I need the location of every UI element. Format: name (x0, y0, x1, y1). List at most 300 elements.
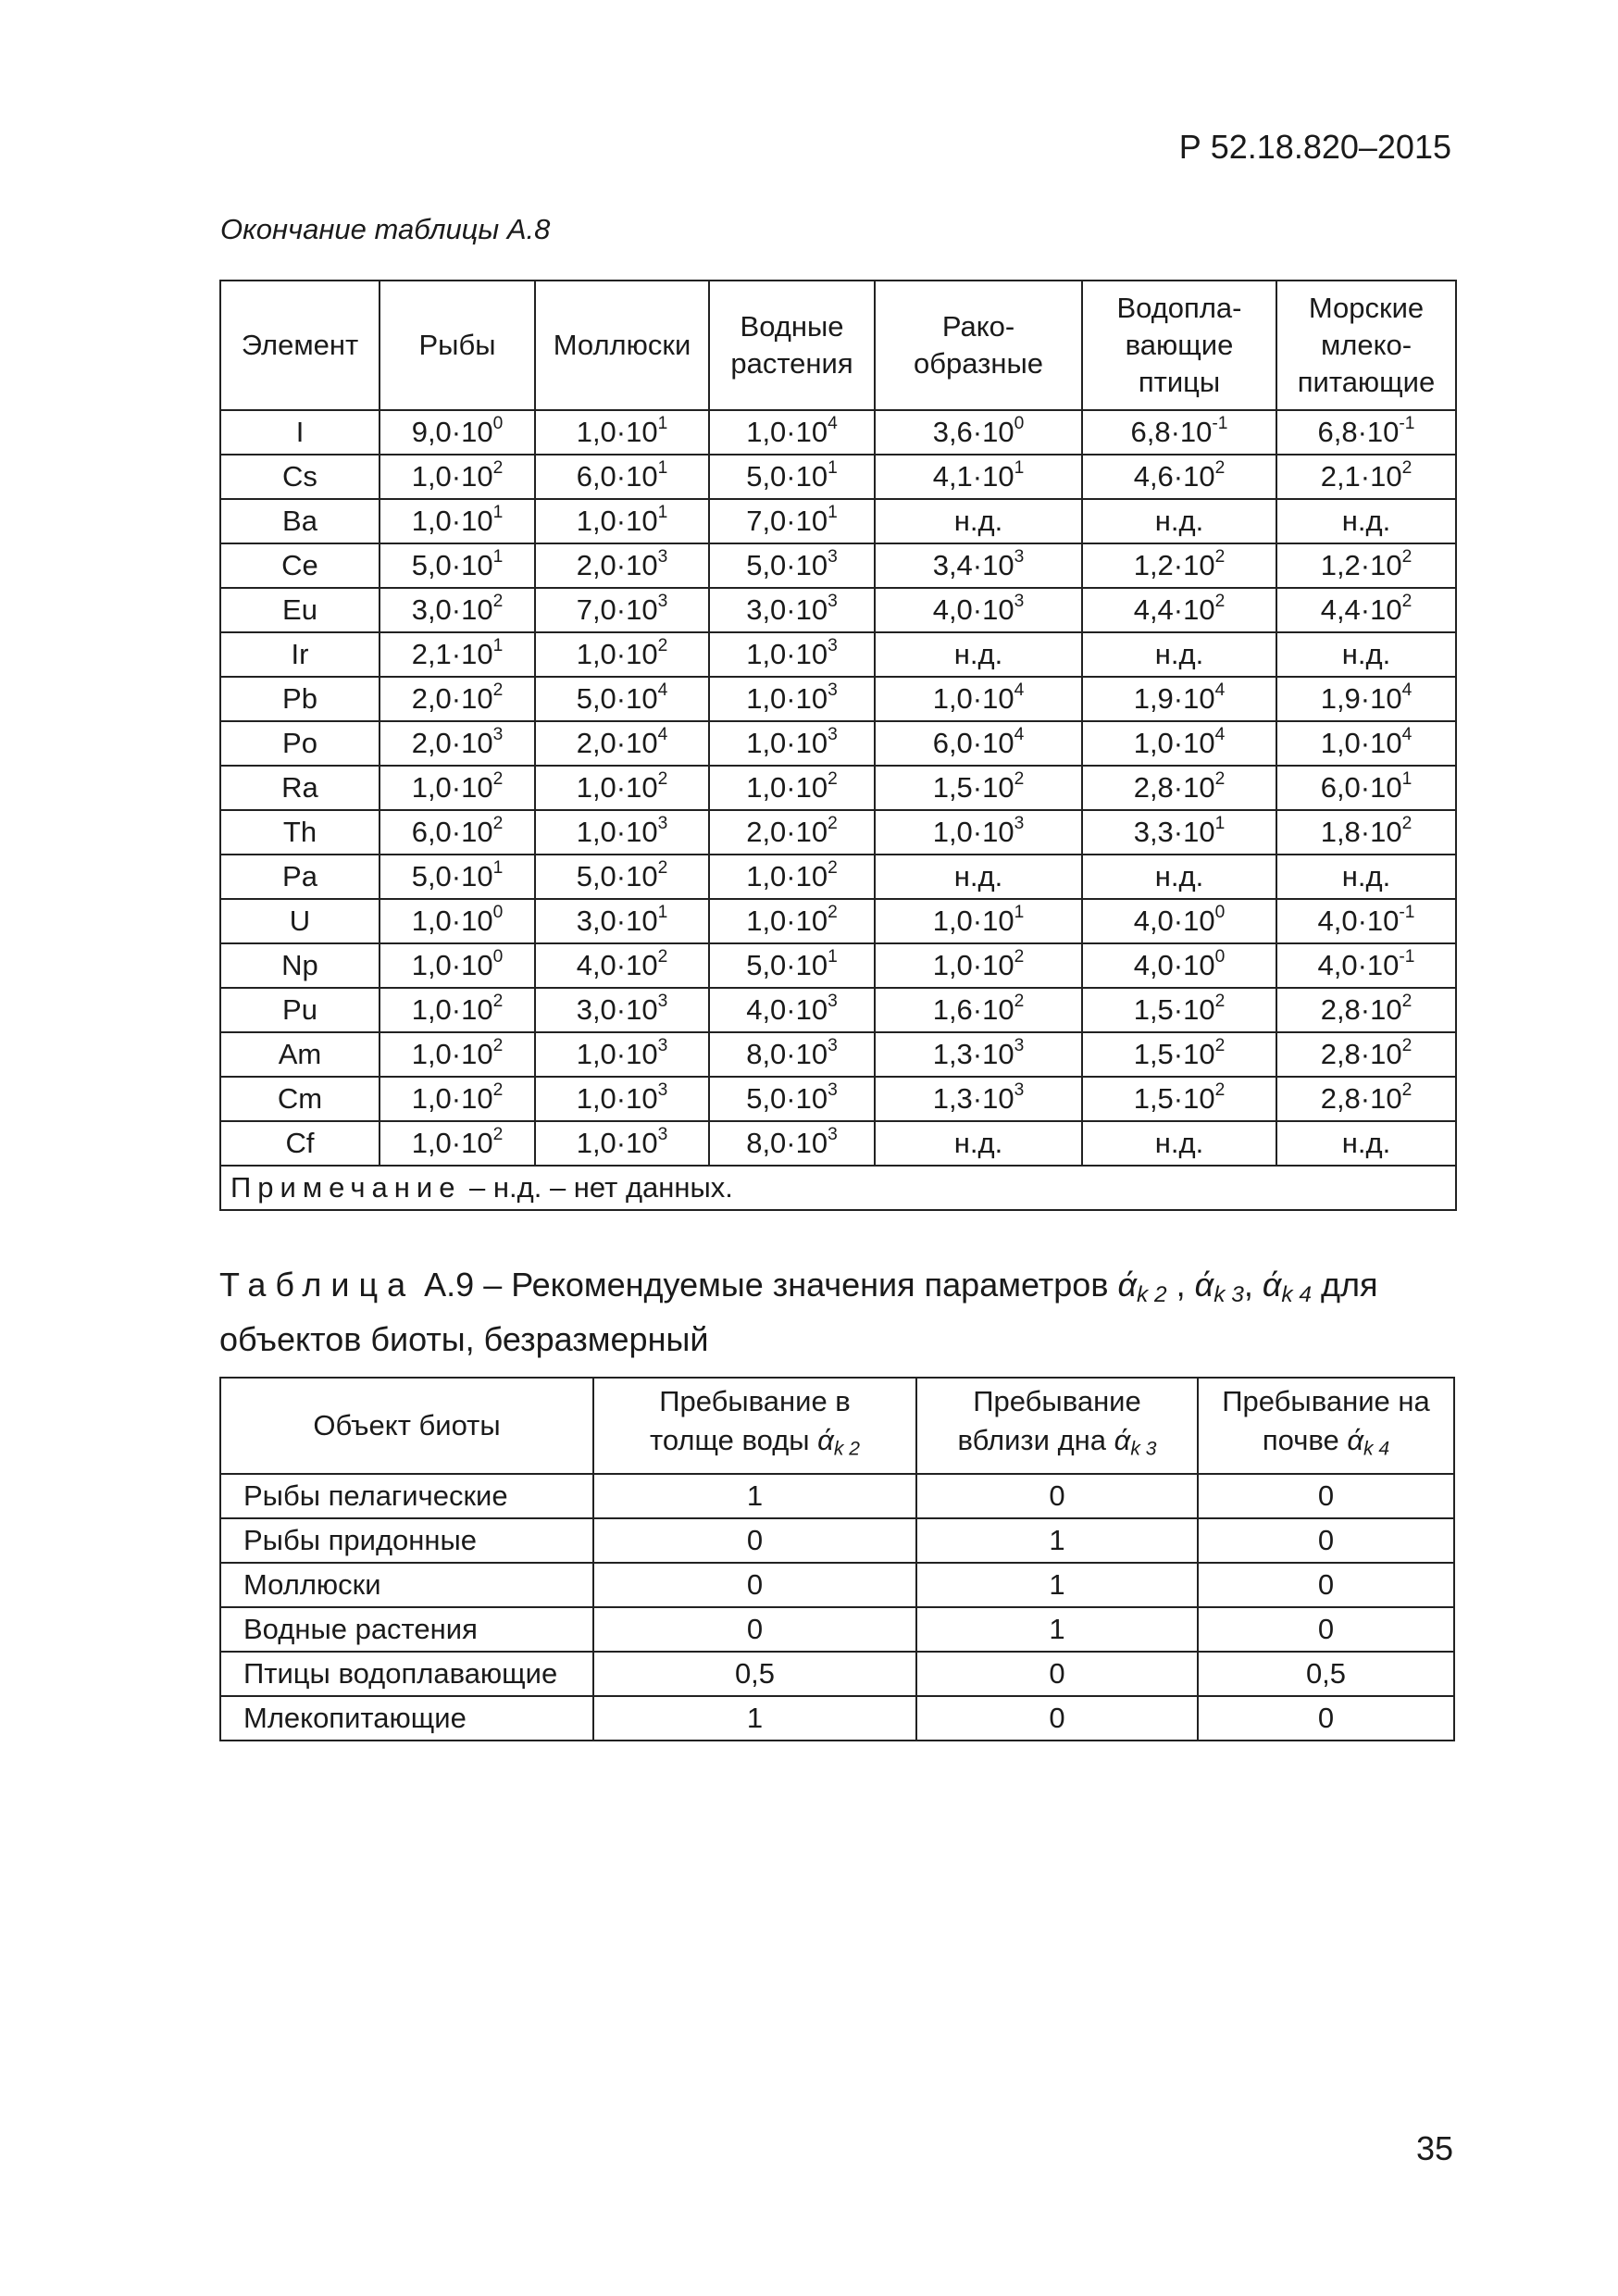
value-cell (380, 410, 535, 455)
value-cell (1276, 810, 1456, 855)
subscript-k3: k 3 (1214, 1282, 1244, 1308)
value-cell (535, 677, 709, 721)
value-mantissa: 2,0·10 (746, 816, 828, 848)
value-cell: 0,5 (593, 1652, 916, 1696)
value-mantissa: 8,0·10 (746, 1038, 828, 1070)
value-exponent: 2 (828, 858, 838, 879)
value-exponent: 2 (492, 680, 504, 701)
value-mantissa: 1,0·10 (932, 816, 1014, 848)
value-cell (535, 810, 709, 855)
value-cell (535, 543, 709, 588)
value-cell (1082, 988, 1276, 1032)
header-line: образные (914, 347, 1043, 380)
table-a8-body (220, 410, 1456, 1166)
value-mantissa: 1,0·10 (411, 1082, 493, 1115)
note-text: – н.д. – нет данных. (461, 1171, 733, 1204)
value-cell (709, 1032, 875, 1077)
value-cell (875, 855, 1082, 899)
element-cell: Cf (220, 1121, 380, 1166)
element-cell: Eu (220, 588, 380, 632)
value-exponent: 2 (657, 947, 668, 967)
value-cell (709, 943, 875, 988)
value-exponent: 2 (1214, 458, 1226, 479)
value-cell (1276, 632, 1456, 677)
value-mantissa: н.д. (1341, 860, 1391, 892)
value-mantissa: 1,0·10 (1320, 727, 1402, 759)
value-cell (709, 588, 875, 632)
value-mantissa: 1,0·10 (932, 905, 1014, 937)
value-mantissa: 4,0·10 (1317, 949, 1400, 981)
value-mantissa: 3,0·10 (746, 593, 828, 626)
value-mantissa: 3,0·10 (411, 593, 493, 626)
value-mantissa: 2,8·10 (1320, 993, 1402, 1026)
value-mantissa: 1,0·10 (576, 816, 658, 848)
value-mantissa: 1,5·10 (932, 771, 1014, 804)
value-exponent: 4 (1214, 725, 1226, 745)
table-row (220, 410, 1456, 455)
value-cell (1276, 588, 1456, 632)
table-a8-caption: Окончание таблицы А.8 (220, 213, 551, 245)
value-mantissa: 3,0·10 (576, 993, 658, 1026)
value-cell (1082, 1077, 1276, 1121)
table-row (220, 499, 1456, 543)
value-exponent: 2 (1401, 814, 1413, 834)
value-mantissa: 1,2·10 (1133, 549, 1215, 581)
value-cell (1082, 410, 1276, 455)
value-cell (1276, 1121, 1456, 1166)
table-row (220, 766, 1456, 810)
header-line: млеко- (1320, 329, 1413, 361)
value-cell (535, 632, 709, 677)
value-cell (1276, 943, 1456, 988)
table-a8-note-row (220, 1166, 1456, 1210)
table-row (220, 455, 1456, 499)
value-exponent: 1 (657, 903, 668, 923)
table-a8-header-cell (220, 281, 380, 410)
value-mantissa: 1,0·10 (746, 727, 828, 759)
value-mantissa: 2,0·10 (576, 727, 658, 759)
value-exponent: 2 (1214, 592, 1226, 612)
header-on-soil (1198, 1378, 1454, 1474)
value-exponent: 4 (657, 725, 668, 745)
value-cell (535, 721, 709, 766)
value-mantissa: 5,0·10 (576, 860, 658, 892)
element-cell: Cs (220, 455, 380, 499)
value-cell: 0 (593, 1518, 916, 1563)
header-line: Морские (1308, 292, 1425, 324)
value-cell (875, 810, 1082, 855)
alpha-symbol: ά (1117, 1266, 1137, 1304)
table-row (220, 899, 1456, 943)
value-exponent: 2 (657, 636, 668, 656)
value-cell (1276, 899, 1456, 943)
table-a8-note (220, 1166, 1456, 1210)
value-exponent: 3 (657, 814, 668, 834)
element-cell: Ba (220, 499, 380, 543)
value-exponent: 2 (828, 814, 838, 834)
value-mantissa: 1,0·10 (576, 638, 658, 670)
header-line: птицы (1138, 366, 1221, 398)
value-exponent: 2 (657, 858, 668, 879)
value-cell: 0 (916, 1696, 1198, 1741)
value-cell (709, 410, 875, 455)
value-mantissa: 1,0·10 (576, 416, 658, 448)
value-cell (380, 855, 535, 899)
element-cell: Am (220, 1032, 380, 1077)
value-exponent: 3 (1014, 547, 1025, 568)
value-mantissa: 2,8·10 (1133, 771, 1215, 804)
value-exponent: 2 (828, 769, 838, 790)
value-mantissa: 5,0·10 (746, 549, 828, 581)
table-row (220, 855, 1456, 899)
value-mantissa: 2,0·10 (411, 682, 493, 715)
element-cell: Ra (220, 766, 380, 810)
value-cell (535, 1121, 709, 1166)
value-cell (380, 677, 535, 721)
value-cell (380, 810, 535, 855)
value-cell: 1 (916, 1607, 1198, 1652)
table-row (220, 1563, 1454, 1607)
value-exponent: 3 (657, 592, 668, 612)
value-cell: 0 (1198, 1474, 1454, 1518)
value-cell (709, 1077, 875, 1121)
value-mantissa: 8,0·10 (746, 1127, 828, 1159)
header-line: Пребывание на (1222, 1385, 1430, 1418)
value-exponent: 2 (1014, 992, 1025, 1012)
value-mantissa: 2,1·10 (1320, 460, 1402, 493)
subscript-k2: k 2 (1136, 1282, 1167, 1308)
value-mantissa: 1,9·10 (1320, 682, 1402, 715)
value-mantissa: 1,5·10 (1133, 1082, 1215, 1115)
value-mantissa: 1,0·10 (576, 505, 658, 537)
value-exponent: 0 (1214, 947, 1226, 967)
value-exponent: 3 (828, 1036, 838, 1056)
value-mantissa: 5,0·10 (746, 1082, 828, 1115)
value-exponent: 1 (492, 636, 504, 656)
value-mantissa: 1,0·10 (411, 460, 493, 493)
value-exponent: 3 (828, 1080, 838, 1101)
table-a9-caption-label: Таблица (219, 1266, 416, 1304)
value-mantissa: 2,1·10 (411, 638, 493, 670)
value-mantissa: 4,0·10 (746, 993, 828, 1026)
value-mantissa: 1,3·10 (932, 1082, 1014, 1115)
value-cell: 0 (593, 1607, 916, 1652)
value-cell (1082, 721, 1276, 766)
value-cell (875, 1032, 1082, 1077)
header-line: толще воды (650, 1424, 818, 1457)
value-mantissa: 6,0·10 (932, 727, 1014, 759)
element-cell: Ir (220, 632, 380, 677)
biota-object-cell: Птицы водоплавающие (220, 1652, 593, 1696)
value-mantissa: 1,0·10 (746, 416, 828, 448)
value-exponent: 0 (1214, 903, 1226, 923)
value-exponent: 3 (828, 725, 838, 745)
value-cell (535, 1032, 709, 1077)
value-cell (380, 455, 535, 499)
value-mantissa: н.д. (953, 1127, 1003, 1159)
table-row (220, 632, 1456, 677)
value-cell (1276, 1032, 1456, 1077)
value-exponent: 0 (492, 947, 504, 967)
value-cell: 1 (593, 1696, 916, 1741)
table-row (220, 721, 1456, 766)
value-cell (1082, 766, 1276, 810)
value-cell (380, 1032, 535, 1077)
value-mantissa: 6,8·10 (1317, 416, 1400, 448)
value-cell: 0,5 (1198, 1652, 1454, 1696)
value-cell (875, 988, 1082, 1032)
value-exponent: 1 (492, 547, 504, 568)
value-cell: 0 (593, 1563, 916, 1607)
table-a9 (219, 1377, 1455, 1741)
alpha-symbol: ά (1262, 1266, 1282, 1304)
value-cell: 0 (916, 1652, 1198, 1696)
value-cell (535, 588, 709, 632)
value-cell (875, 899, 1082, 943)
value-exponent: 3 (1014, 814, 1025, 834)
value-exponent: 3 (828, 547, 838, 568)
value-exponent: 4 (657, 680, 668, 701)
value-mantissa: 1,0·10 (746, 638, 828, 670)
value-cell (1276, 543, 1456, 588)
value-mantissa: 1,9·10 (1133, 682, 1215, 715)
table-a8-header-cell (1082, 281, 1276, 410)
value-mantissa: 1,0·10 (576, 771, 658, 804)
value-mantissa: 1,0·10 (576, 1038, 658, 1070)
value-cell (1276, 1077, 1456, 1121)
value-mantissa: 2,8·10 (1320, 1038, 1402, 1070)
header-line: Водные (740, 310, 844, 343)
value-cell (380, 543, 535, 588)
value-cell (1082, 677, 1276, 721)
table-row (220, 543, 1456, 588)
value-mantissa: 1,0·10 (746, 905, 828, 937)
header-line: Элемент (241, 329, 359, 361)
value-mantissa: 5,0·10 (746, 460, 828, 493)
table-row (220, 588, 1456, 632)
value-exponent: 2 (492, 769, 504, 790)
table-row (220, 1518, 1454, 1563)
value-mantissa: 4,6·10 (1133, 460, 1215, 493)
value-cell (1082, 855, 1276, 899)
element-cell: Ce (220, 543, 380, 588)
value-cell (535, 766, 709, 810)
value-exponent: 1 (828, 503, 838, 523)
value-exponent: 3 (828, 592, 838, 612)
value-exponent: 4 (1401, 680, 1413, 701)
biota-object-cell: Рыбы пелагические (220, 1474, 593, 1518)
value-cell (709, 810, 875, 855)
value-exponent: 2 (1214, 992, 1226, 1012)
value-exponent: 3 (492, 725, 504, 745)
value-exponent: 3 (828, 636, 838, 656)
value-exponent: 3 (657, 547, 668, 568)
value-cell (1082, 899, 1276, 943)
value-cell (1082, 588, 1276, 632)
biota-object-cell: Рыбы придонные (220, 1518, 593, 1563)
value-exponent: 2 (1401, 1036, 1413, 1056)
value-exponent: 1 (657, 458, 668, 479)
value-cell (709, 899, 875, 943)
element-cell: Pa (220, 855, 380, 899)
value-cell (380, 899, 535, 943)
value-cell (380, 1121, 535, 1166)
value-mantissa: 1,0·10 (576, 1082, 658, 1115)
value-exponent: 3 (657, 992, 668, 1012)
value-cell (1082, 455, 1276, 499)
value-mantissa: 1,0·10 (411, 771, 493, 804)
note-label: Примечание (230, 1171, 462, 1204)
value-mantissa: 1,0·10 (411, 505, 493, 537)
value-exponent: 1 (657, 503, 668, 523)
table-row (220, 988, 1456, 1032)
header-line: вблизи дна (957, 1424, 1114, 1457)
value-cell (380, 1077, 535, 1121)
value-mantissa: 3,6·10 (932, 416, 1014, 448)
caption-for-word: для (1312, 1266, 1378, 1304)
value-exponent: 0 (492, 414, 504, 434)
value-exponent: -1 (1399, 903, 1415, 923)
value-mantissa: 6,0·10 (411, 816, 493, 848)
table-row (220, 677, 1456, 721)
value-exponent: 3 (657, 1125, 668, 1145)
value-mantissa: 1,0·10 (746, 771, 828, 804)
biota-object-cell: Млекопитающие (220, 1696, 593, 1741)
value-cell: 1 (593, 1474, 916, 1518)
value-mantissa: 1,5·10 (1133, 1038, 1215, 1070)
value-mantissa: 1,0·10 (746, 860, 828, 892)
table-a9-body (220, 1474, 1454, 1741)
separator: , (1166, 1266, 1195, 1304)
value-mantissa: н.д. (953, 638, 1003, 670)
element-cell: Pb (220, 677, 380, 721)
value-mantissa: 9,0·10 (411, 416, 493, 448)
value-exponent: 3 (657, 1036, 668, 1056)
value-cell: 0 (1198, 1696, 1454, 1741)
value-mantissa: 4,0·10 (1317, 905, 1400, 937)
value-exponent: 2 (492, 1036, 504, 1056)
value-cell (875, 632, 1082, 677)
value-exponent: 2 (492, 592, 504, 612)
value-cell (1276, 677, 1456, 721)
value-cell (875, 1077, 1082, 1121)
value-cell (709, 1121, 875, 1166)
subscript-k2: k 2 (833, 1438, 860, 1460)
value-mantissa: н.д. (1154, 860, 1204, 892)
alpha-symbol: ά (1347, 1424, 1364, 1457)
value-mantissa: 3,3·10 (1133, 816, 1215, 848)
value-mantissa: 2,0·10 (576, 549, 658, 581)
value-cell (709, 543, 875, 588)
value-mantissa: 4,1·10 (932, 460, 1014, 493)
value-exponent: 4 (1014, 680, 1025, 701)
alpha-symbol: ά (1114, 1424, 1131, 1457)
value-exponent: 3 (1014, 592, 1025, 612)
value-cell (1276, 410, 1456, 455)
value-cell (709, 677, 875, 721)
value-exponent: 1 (1014, 903, 1025, 923)
value-exponent: 2 (1401, 592, 1413, 612)
value-cell (875, 410, 1082, 455)
table-row (220, 1121, 1456, 1166)
value-cell (875, 499, 1082, 543)
value-mantissa: н.д. (1341, 505, 1391, 537)
value-mantissa: 1,5·10 (1133, 993, 1215, 1026)
header-line: Пребывание (973, 1385, 1141, 1418)
table-a8-header-cell (380, 281, 535, 410)
value-mantissa: 2,8·10 (1320, 1082, 1402, 1115)
value-mantissa: 4,4·10 (1320, 593, 1402, 626)
value-mantissa: 1,0·10 (411, 905, 493, 937)
value-mantissa: н.д. (1341, 1127, 1391, 1159)
separator: , (1243, 1266, 1263, 1304)
value-mantissa: 4,0·10 (932, 593, 1014, 626)
element-cell: Po (220, 721, 380, 766)
value-mantissa: 1,6·10 (932, 993, 1014, 1026)
subscript-k4: k 4 (1363, 1438, 1390, 1460)
value-cell: 0 (1198, 1563, 1454, 1607)
value-cell (1082, 632, 1276, 677)
table-row (220, 1474, 1454, 1518)
value-mantissa: 3,0·10 (576, 905, 658, 937)
value-exponent: 2 (1214, 1036, 1226, 1056)
biota-object-cell: Моллюски (220, 1563, 593, 1607)
value-mantissa: 1,0·10 (411, 1038, 493, 1070)
header-line: Пребывание в (659, 1385, 851, 1418)
value-mantissa: 7,0·10 (746, 505, 828, 537)
table-row (220, 1607, 1454, 1652)
value-exponent: 1 (492, 858, 504, 879)
value-mantissa: 1,3·10 (932, 1038, 1014, 1070)
header-line: Рыбы (418, 329, 496, 361)
value-exponent: 3 (657, 1080, 668, 1101)
value-cell (709, 988, 875, 1032)
value-cell: 0 (1198, 1518, 1454, 1563)
value-exponent: 4 (1214, 680, 1226, 701)
value-cell (535, 988, 709, 1032)
value-exponent: 2 (1401, 547, 1413, 568)
value-cell: 0 (1198, 1607, 1454, 1652)
value-mantissa: 7,0·10 (576, 593, 658, 626)
value-exponent: 2 (1014, 947, 1025, 967)
value-exponent: 2 (1214, 769, 1226, 790)
element-cell: Np (220, 943, 380, 988)
table-row (220, 943, 1456, 988)
table-a8-header-row (220, 281, 1456, 410)
page-number: 35 (1415, 2129, 1453, 2167)
value-exponent: 3 (1014, 1080, 1025, 1101)
alpha-symbol: ά (1194, 1266, 1214, 1304)
value-mantissa: 1,0·10 (932, 949, 1014, 981)
value-exponent: 3 (828, 1125, 838, 1145)
value-exponent: 2 (492, 458, 504, 479)
table-a8-header-cell (1276, 281, 1456, 410)
subscript-k4: k 4 (1281, 1282, 1313, 1308)
value-exponent: 4 (828, 414, 838, 434)
value-cell (709, 766, 875, 810)
value-mantissa: 1,0·10 (576, 1127, 658, 1159)
value-cell (380, 499, 535, 543)
value-mantissa: 4,4·10 (1133, 593, 1215, 626)
value-cell (1276, 855, 1456, 899)
value-mantissa: 5,0·10 (576, 682, 658, 715)
header-line: Водопла- (1116, 292, 1242, 324)
header-line: питающие (1297, 366, 1436, 398)
value-mantissa: н.д. (1154, 1127, 1204, 1159)
value-exponent: -1 (1212, 414, 1228, 434)
value-exponent: 4 (1401, 725, 1413, 745)
table-a9-header-row (220, 1378, 1454, 1474)
